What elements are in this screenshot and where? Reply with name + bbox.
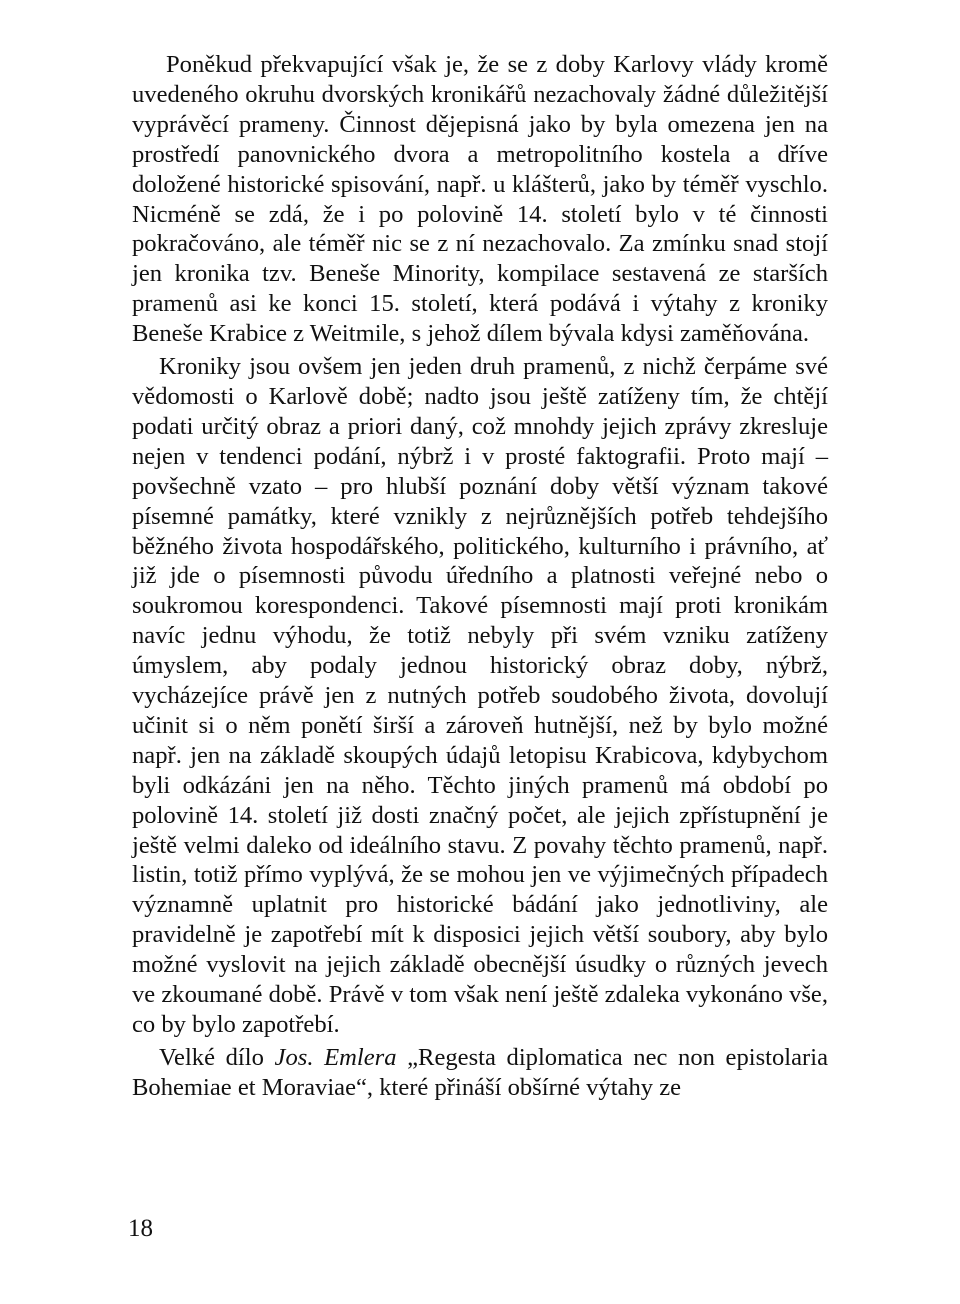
page-number: 18 bbox=[128, 1215, 153, 1242]
page-body bbox=[132, 50, 828, 1103]
paragraph-3 bbox=[132, 1043, 828, 1103]
paragraph-3-rest: „Regesta diplomatica nec non epistolaria Bohemiae et Moraviae“, které přináší obšírné výtahy ze bbox=[132, 1043, 828, 1101]
author-name-italic: Jos. Emlera bbox=[274, 1043, 397, 1071]
paragraph-3-lead: Velké dílo bbox=[159, 1043, 275, 1071]
paragraph-1: Poněkud překvapující však je, že se z doby Karlovy vlády kromě uvedeného okruhu dvorských kronikářů nezachovaly žádné důležitější vyprávěcí prameny. Činnost dějepisná jako by byla omezena jen na prostředí panovnického dvora a metropolitního kostela a dříve doložené historické spisování, např. u klášterů, jako by téměř vyschlo. Nicméně se zdá, že i po polovině 14. století bylo v té činnosti pokračováno, ale téměř nic se z ní nezachovalo. Za zmínku snad stojí jen kronika tzv. Beneše Minority, kompilace sestavená ze starších pramenů asi ke konci 15. století, která podává i výtahy z kroniky Beneše Krabice z Weitmile, s jehož dílem bývala kdysi zaměňována. bbox=[132, 51, 828, 348]
paragraph-2: Kroniky jsou ovšem jen jeden druh pramenů, z nichž čerpáme své vědomosti o Karlově době; nadto jsou ještě zatíženy tím, že chtějí podati určitý obraz a priori daný, což mnohdy jejich zprávy zkresluje nejen v tendenci podání, nýbrž i v prosté faktografii. Proto mají – povšechně vzato – pro hlubší poznání doby větší význam takové písemné památky, které vznikly z nejrůznějších potřeb tehdejšího běžného života hospodářského, politického, kulturního i právního, ať již jde o písemnosti původu úředního a platnosti veřejné nebo o soukromou korespondenci. Takové písemnosti mají proti kronikám navíc jednu výhodu, že totiž nebyly při svém vzniku zatíženy úmyslem, aby podaly jednou historický obraz doby, nýbrž, vycházejíce právě jen z nutných potřeb soudobého života, dovolují učinit si o něm ponětí širší a zároveň hutnější, než by bylo možné např. jen na základě skoupých údajů letopisu Krabicova, kdybychom byli odkázáni jen na něho. Těchto jiných pramenů má období po polovině 14. století již dosti značný počet, ale jejich zpřístupnění je ještě velmi daleko od ideálního stavu. Z povahy těchto pramenů, např. listin, totiž přímo vyplývá, že se mohou jen ve výjimečných případech významně uplatnit pro historické bádání jako jednotliviny, ale pravidelně je zapotřebí mít k disposici jejich větší soubory, aby bylo možné vyslovit na jejich základě obecnější úsudky o různých jevech ve zkoumané době. Právě v tom však není ještě zdaleka vykonáno vše, co by bylo zapotřebí. bbox=[132, 353, 828, 1038]
